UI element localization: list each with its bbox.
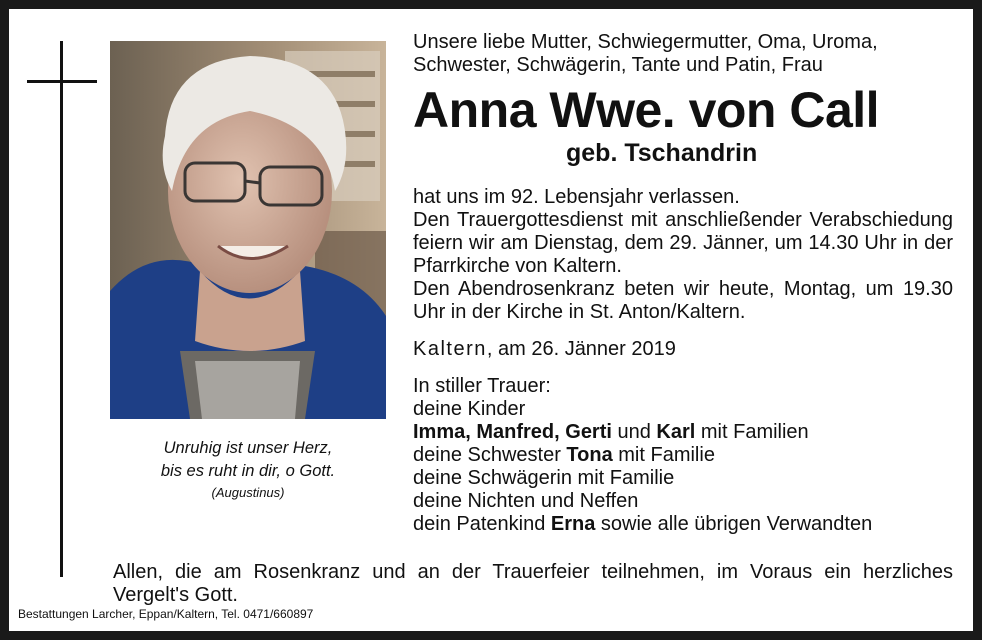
mourner-text: mit Familie (612, 444, 715, 466)
mourners-line (413, 421, 953, 444)
announcement-line: hat uns im 92. Lebensjahr verlassen. (413, 186, 740, 208)
mourners-heading: In stiller Trauer: (413, 375, 551, 397)
mourners (413, 375, 953, 536)
quote-line: bis es ruht in dir, o Gott. (160, 462, 336, 480)
mourners-line: deine Nichten und Neffen (413, 490, 639, 512)
place: Kaltern (413, 338, 487, 360)
mourners-line: deine Schwägerin mit Familie (413, 467, 675, 489)
funeral-home-footer: Bestattungen Larcher, Eppan/Kaltern, Tel. 0471/660897 (18, 607, 314, 621)
mourner-text: sowie alle übrigen Verwandten (595, 513, 873, 535)
mourners-line: deine Kinder (413, 398, 526, 420)
deceased-name: Anna Wwe. von Call (413, 82, 880, 138)
mourner-text: und (611, 421, 657, 443)
notice-text (413, 31, 953, 536)
maiden-name: geb. Tschandrin (566, 139, 758, 167)
closing-thanks: Allen, die am Rosenkranz und an der Trauerfeier teilnehmen, im Voraus ein herzliches Vergelt's Gott. (113, 561, 953, 606)
rosary-info: Den Abendrosenkranz beten wir heute, Montag, um 19.30 Uhr in der Kirche in St. Anton/Kaltern. (413, 278, 953, 323)
mourners-line (413, 513, 953, 536)
cross-icon (60, 41, 63, 577)
mourner-name: Erna (550, 513, 596, 535)
mourner-text: deine Schwester (413, 444, 567, 466)
date: , am 26. Jänner 2019 (486, 338, 676, 360)
quote (110, 437, 386, 503)
mourner-text: mit Familien (695, 421, 809, 443)
intro (413, 31, 953, 77)
mourner-name: Tona (566, 444, 613, 466)
place-date (413, 338, 953, 361)
quote-source: (Augustinus) (211, 485, 285, 500)
portrait-photo (110, 41, 386, 419)
mourner-name: Karl (656, 421, 696, 443)
mourner-name: Imma, Manfred, Gerti (413, 421, 612, 443)
mourners-line (413, 444, 953, 467)
intro-line: Unsere liebe Mutter, Schwiegermutter, Oma, Uroma, (413, 31, 878, 53)
announcement (413, 186, 953, 324)
funeral-info: Den Trauergottesdienst mit anschließender Verabschiedung feiern wir am Dienstag, dem 29. Jänner, um 14.30 Uhr in der Pfarrkirche von Kaltern. (413, 209, 953, 277)
cross-icon-bar (27, 80, 97, 83)
quote-line: Unruhig ist unser Herz, (163, 439, 333, 457)
intro-line: Schwester, Schwägerin, Tante und Patin, Frau (413, 54, 823, 76)
mourner-text: dein Patenkind (413, 513, 551, 535)
